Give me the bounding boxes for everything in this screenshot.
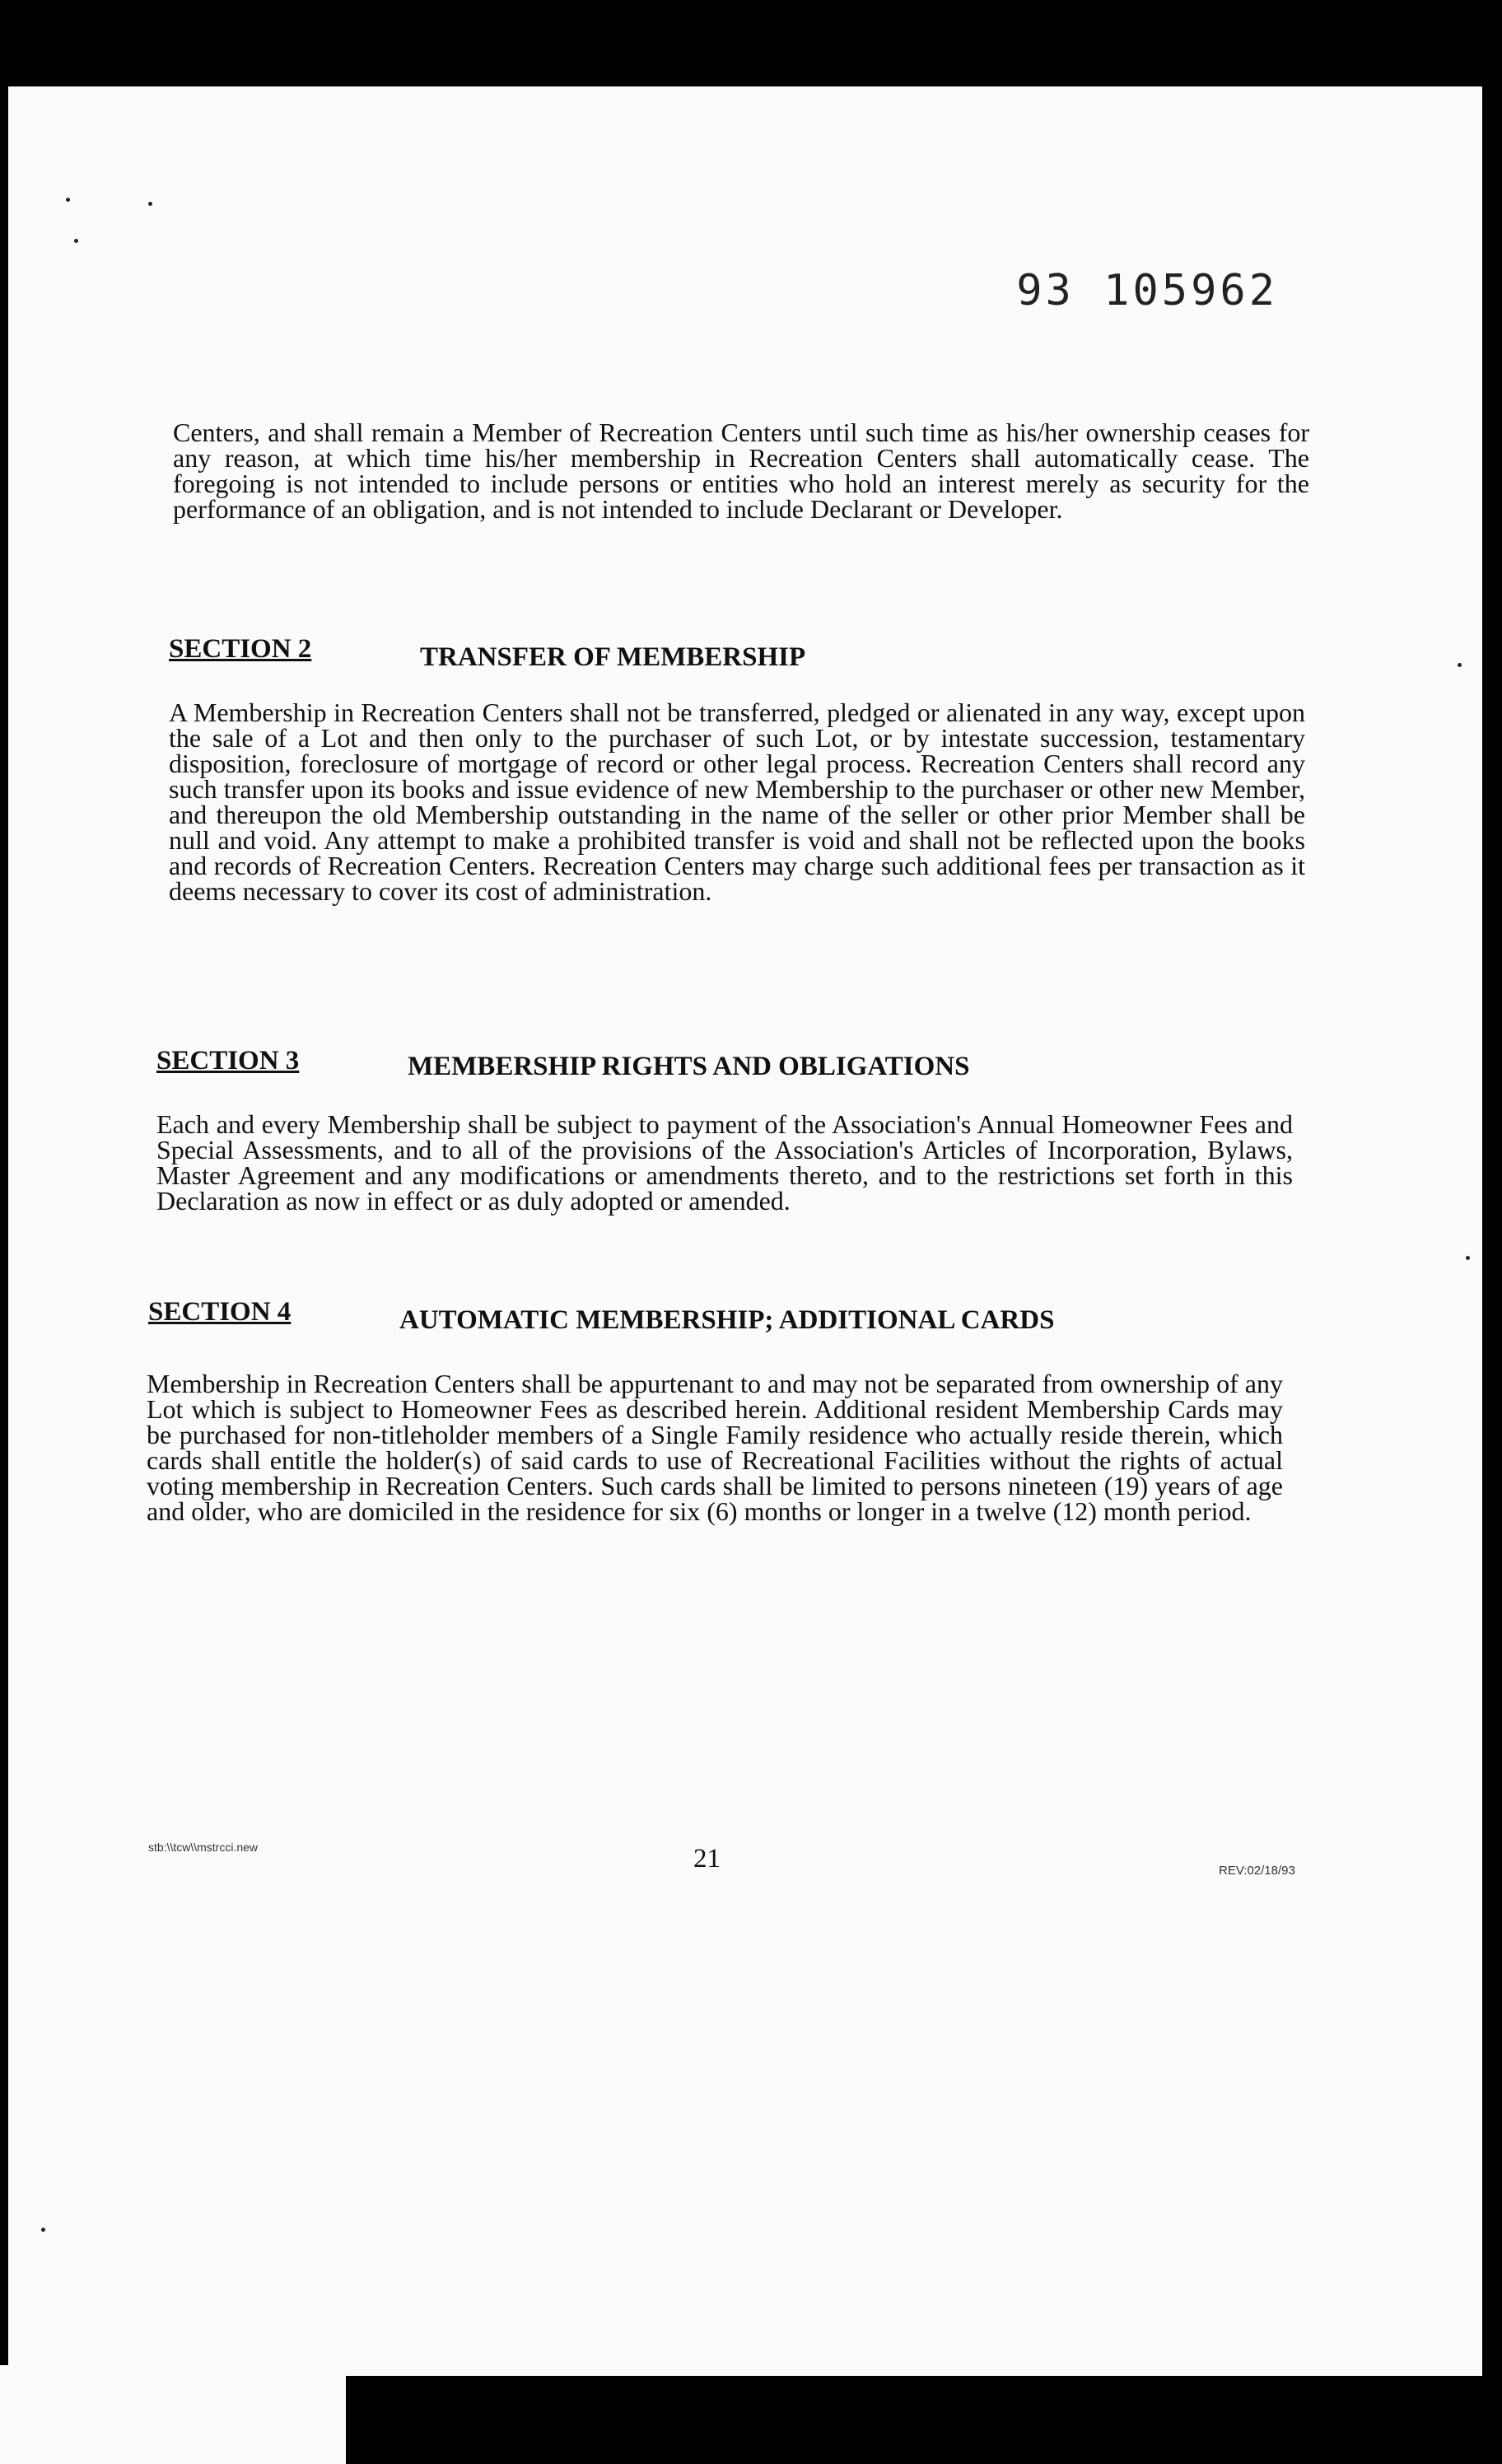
scan-speck: [1466, 1256, 1470, 1260]
section-3-text: Each and every Membership shall be subject to payment of the Association's Annual Homeowner Fees and Special Assessments, and to all of the provisions of the Association's Articles of Incorporation, Bylaws, Master Agreement and any modifications or amendments thereto, and to the restrictions set forth in this Declaration as now in effect or as duly adopted or amended.: [156, 1109, 1293, 1216]
section-4-number: SECTION 4: [148, 1297, 292, 1327]
intro-paragraph: Centers, and shall remain a Member of Recreation Centers until such time as his/her ownership ceases for any reason, at which time his/her membership in Recreation Centers shall automatically cease. The foregoing is not intended to include persons or entities who hold an interest merely as security for the performance of an obligation, and is not intended to include Declarant or Developer.: [173, 418, 1309, 524]
section-2-title: TRANSFER OF MEMBERSHIP: [420, 642, 806, 672]
footer-file-path: stb:\\tcw\\mstrcci.new: [148, 1841, 259, 1854]
section-4-title: AUTOMATIC MEMBERSHIP; ADDITIONAL CARDS: [399, 1305, 1055, 1335]
section-3-number: SECTION 3: [156, 1046, 300, 1076]
section-2-number: SECTION 2: [169, 634, 312, 664]
scan-speck: [74, 239, 78, 243]
section-3-title: MEMBERSHIP RIGHTS AND OBLIGATIONS: [408, 1052, 970, 1081]
footer-revision-date: REV:02/18/93: [1219, 1864, 1295, 1878]
scan-speck: [41, 2228, 45, 2232]
recording-number-stamp: 93 105962: [1016, 266, 1278, 315]
scan-speck: [1458, 663, 1462, 667]
document-sheet: [8, 86, 1482, 2376]
scan-light-blot: [0, 2365, 346, 2464]
section-4-text: Membership in Recreation Centers shall be appurtenant to and may not be separated from ownership of any Lot which is subject to Homeowner Fees as described herein. Additional resident Membership Cards may be purchased for non-titleholder members of a Single Family residence who actually reside therein, which cards shall entitle the holder(s) of said cards to use of Recreational Facilities without the rights of actual voting membership in Recreation Centers. Such cards shall be limited to persons nineteen (19) years of age and older, who are domiciled in the residence for six (6) months or longer in a twelve (12) month period.: [147, 1369, 1283, 1526]
scan-speck: [66, 198, 70, 202]
footer-page-number: 21: [693, 1844, 721, 1874]
section-2-text: A Membership in Recreation Centers shall not be transferred, pledged or alienated in any way, except upon the sale of a Lot and then only to the purchaser of such Lot, or by intestate succession, testamentary disposition, foreclosure of mortgage of record or other legal process. Recreation Centers shall record any such transfer upon its books and issue evidence of new Membership to the purchaser or other new Member, and thereupon the old Membership outstanding in the name of the seller or other prior Member shall be null and void. Any attempt to make a prohibited transfer is void and shall not be reflected upon the books and records of Recreation Centers. Recreation Centers may charge such additional fees per transaction as it deems necessary to cover its cost of administration.: [169, 698, 1305, 906]
scan-speck: [148, 202, 152, 206]
